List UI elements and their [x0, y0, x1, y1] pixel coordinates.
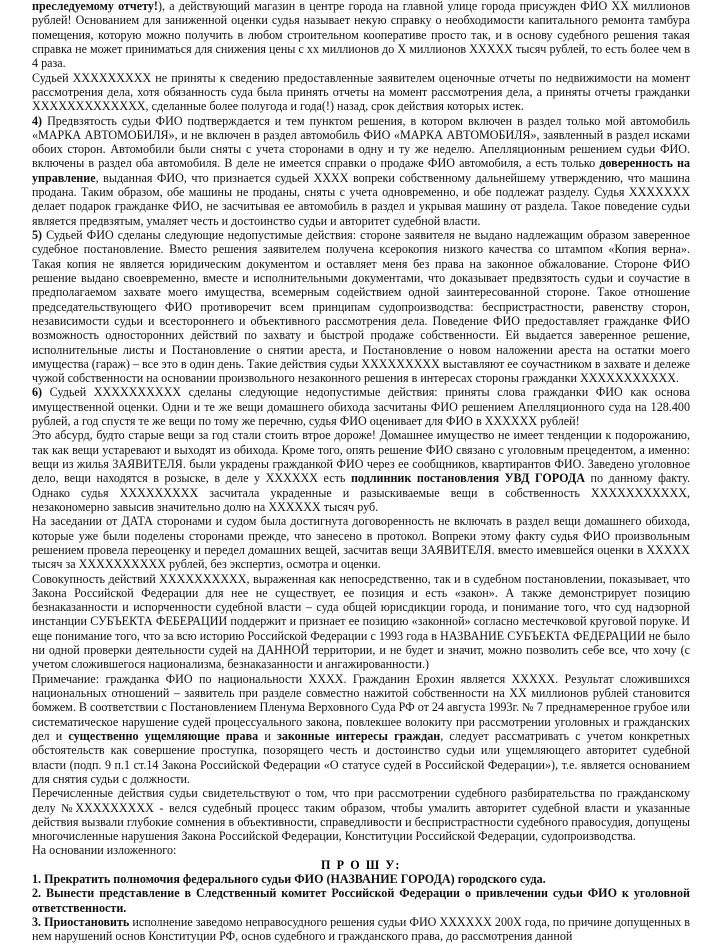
paragraph-p-note: Примечание: гражданка ФИО по национальности XXXX. Гражданин Ерохин является XXXXX. Результат сложившихся национальных отношений – заявитель при разделе совместно нажитой собственности на XX миллионов рублей становится бомжем. В соответствии с Постановлением Пленума Верховного Суда РФ от 24 августа 1993г. № 7 преднамеренное грубое или систематическое нарушение судей процессуального закона, повлекшее волокиту при рассмотрении уголовных и гражданских дел и существенно ущемляющие права и законные интересы граждан, следует рассматривать с учетом конкретных обстоятельств как совершение проступка, позорящего честь и достоинство судьи или ущемляющего авторитет судебной власти (подп. 9 п.1 ст.14 Закона Российской Федерации «О статусе судей в Российской Федерации»), т.е. является основанием для снятия судьи с должности.: [32, 671, 690, 786]
paragraph-p-item-4: 4) Предвзятость судьи ФИО подтверждается и тем пунктом решения, в котором включен в раздел только мой автомобиль «МАРКА АВТОМОБИЛЯ», и не включен в раздел автомобиль ФИО «МАРКА АВТОМОБИЛЯ», заявленный в раздел исками обоих сторон. Автомобили были сняты с учета сторонами в одну и ту же неделю. Апелляционным решением судьи ФИО. включены в раздел оба автомобиля. В деле не имеется справки о продаже ФИО автомобиля, а есть только доверенность на управление, выданная ФИО, что признается судьей XXXX вопреки собственному дальнейшему утверждению, что машина продана. Таким образом, обе машины не проданы, сняты с учета одновременно, и обе подлежат разделу. Судья XXXXXXX делает подарок гражданке ФИО, не засчитывая ее автомобиль в раздел и укрывая машину от раздела. Такое поведение судьи является предвзятым, умаляет честь и достоинство судьи и авторитет судебной власти.: [32, 113, 690, 228]
request-item-req-1: [32, 872, 690, 886]
emphasis-text: законные интересы граждан: [276, 728, 441, 743]
emphasis-text: преследуемому отчету!: [32, 0, 158, 13]
emphasis-text: 1. Прекратить полномочия федерального судьи ФИО (НАЗВАНИЕ ГОРОДА) городского суда.: [32, 872, 546, 887]
request-heading: П Р О Ш У:: [320, 857, 402, 872]
emphasis-text: подлинник постановления УВД ГОРОДА: [350, 471, 585, 486]
paragraph-p-listed-actions: Перечисленные действия судьи свидетельствуют о том, что при рассмотрении судебного разбирательства по гражданскому делу №XXXXXXXXX - велся судебный процесс таким образом, чтобы умалить авторитет судебной власти и указанные действия вызвали глубокие сомнения в объективности, справедливости и беспристрастности судебного правосудия, допущены многочисленные нарушения Закона Российской Федерации, Конституции Российской Федерации, судопроизводства.: [32, 786, 690, 844]
emphasis-text: 3. Приостановить: [32, 915, 130, 929]
emphasis-text: 6): [32, 385, 43, 400]
emphasis-text: доверенность на управление: [32, 156, 690, 185]
paragraph-p-intro-continued: преследуемому отчету!), а действующий магазин в центре города на главной улице города присужден ФИО XX миллионов рублей! Основанием для заниженной оценки судья называет некую справку о необходимости капитального ремонта тамбура помещения, которую можно получить в любом строительном кооперативе просто так, и в основу судебного решения такая справка не может приниматься для снижения цены с хх миллионов до X миллионов XXXXX тысяч рублей, то есть более чем в 4 раза.: [32, 0, 690, 71]
paragraph-p-totality: Совокупность действий XXXXXXXXXX, выраженная как непосредственно, так и в судебном постановлении, показывает, что Закона Российской Федерации для нее не существует, ее позиция и есть «закон». А также демонстрирует позицию безнаказанности и испорченности судебной власти – суда общей юрисдикции города, и понимание того, что суд надзорной инстанции СУБЪЕКТА ФЕБЕРАЦИИ поддержит и признает ее позицию «законной» согласно местечковой круговой поруке. И еще понимание того, что за всю историю Российской Федерации с 1993 года в НАЗВАНИЕ СУБЪЕКТА ФЕДЕРАЦИИ не было ни одной проверки деятельности судей на ДАННОЙ территории, и не будет и значит, можно позволить себе все, что хочу (с учетом сложившегося национализма, безнаказанности и ангажированности.): [32, 571, 690, 672]
request-item-req-2: [32, 886, 690, 915]
emphasis-text: 5): [32, 228, 43, 242]
paragraph-p-session: На заседании от ДАТА сторонами и судом была достигнута договоренность не включать в раздел вещи домашнего обихода, которые уже были поделены сторонами прежде, что занесено в протокол. Вопреки этому факту судья ФИО произвольным решением провела переоценку и передел домашних вещей, засчитав вещи ЗАЯВИТЕЛЯ. вместо имевшейся оценки в XXXXX тысяч за XXXXXXXXXX рублей, без экспертиз, осмотра и оценки.: [32, 514, 690, 572]
paragraph-p-item-5: 5) Судьей ФИО сделаны следующие недопустимые действия: стороне заявителя не выдано надлежащим образом заверенное судебное постановление. Вместо решения заявителем получена ксерокопия низкого качества со штампом «Копия верна». Такая копия не является юридическим документом и оставляет меня без права на законное обжалование. Стороне ФИО решение выдано своевременно, вместе и исполнительными документами, что доказывает предвзятость судьи и соучастие в предполагаемом захвате моего имущества, всемерным содействием одной заинтересованной стороне. Такое отношение председательствующего ФИО противоречит всем принципам судопроизводства: беспристрастности, равенству сторон, независимости судьи и всестороннего и объективного рассмотрения дела. Поведение ФИО предоставляет гражданке ФИО возможность односторонних действий по захвату и быстрой продаже собственности. Ей выдается заверенное решение, исполнительные листы и Постановление о снятии ареста, и Постановление о новом наложении ареста на остатки моего имущества (гараж) – все это в один день. Такие действия судьи XXXXXXXXX выставляют ее соучастником в захвате и дележе чужой собственности на основании произвольного незаконного решения в интересах стороны гражданки XXXXXXXXXXX.: [32, 228, 691, 386]
paragraph-p-reports: Судьей XXXXXXXXX не приняты к сведению предоставленные заявителем оценочные отчеты по недвижимости на момент рассмотрения дела, хотя обязанность суда была принять отчеты на момент рассмотрения дела, а приняты отчеты гражданки XXXXXXXXXXXXX, сделанные более полугода и года(!) назад, срок действия которых истек.: [32, 70, 690, 114]
emphasis-text: существенно ущемляющие права: [68, 728, 259, 743]
emphasis-text: 4): [32, 113, 43, 128]
request-list: [32, 872, 690, 944]
document-body: [32, 0, 690, 858]
request-item-req-3: 3. Приостановить исполнение заведомо неправосудного решения судьи ФИО XXXXXX 200X года, по причине допущенных в нем нарушений основ Конституции РФ, основ судебного и гражданского права, до рассмотрения данной: [32, 915, 690, 944]
paragraph-p-item-6: 6) Судьей XXXXXXXXXX сделаны следующие недопустимые действия: приняты слова гражданки ФИО как основа имущественной оценки. Одни и те же вещи домашнего обихода засчитаны ФИО решением Апелляционного суда на 128.400 рублей, а год спустя те же вещи по тому же перечню, судья ФИО оценивает для ФИО в XXXXXX рублей!: [32, 385, 690, 429]
emphasis-text: 2. Вынести представление в Следственный комитет Российской Федерации о привлечении судьи ФИО к уголовной ответственности.: [32, 886, 690, 915]
paragraph-p-on-basis: На основании изложенного:: [32, 843, 177, 858]
paragraph-p-absurd: Это абсурд, будто старые вещи за год стали стоить втрое дороже! Домашнее имущество не имеет тенденции к подорожанию, так как вещи устаревают и выходят из обихода. Кроме того, опять решение ФИО связано с уголовным прецедентом, а именно: вещи из жилья ЗАЯВИТЕЛЯ. были украдены гражданкой ФИО через ее сообщников, квартирантов ФИО. Заведено уголовное дело, вещи находятся в розыске, в деле у XXXXXX есть подлинник постановления УВД ГОРОДА по данному факту. Однако судья XXXXXXXXX засчитала украденные и разыскиваемые вещи в собственность XXXXXXXXXXX, незакономерно завысив значительно долю на XXXXXX тысяч руб.: [32, 428, 690, 514]
